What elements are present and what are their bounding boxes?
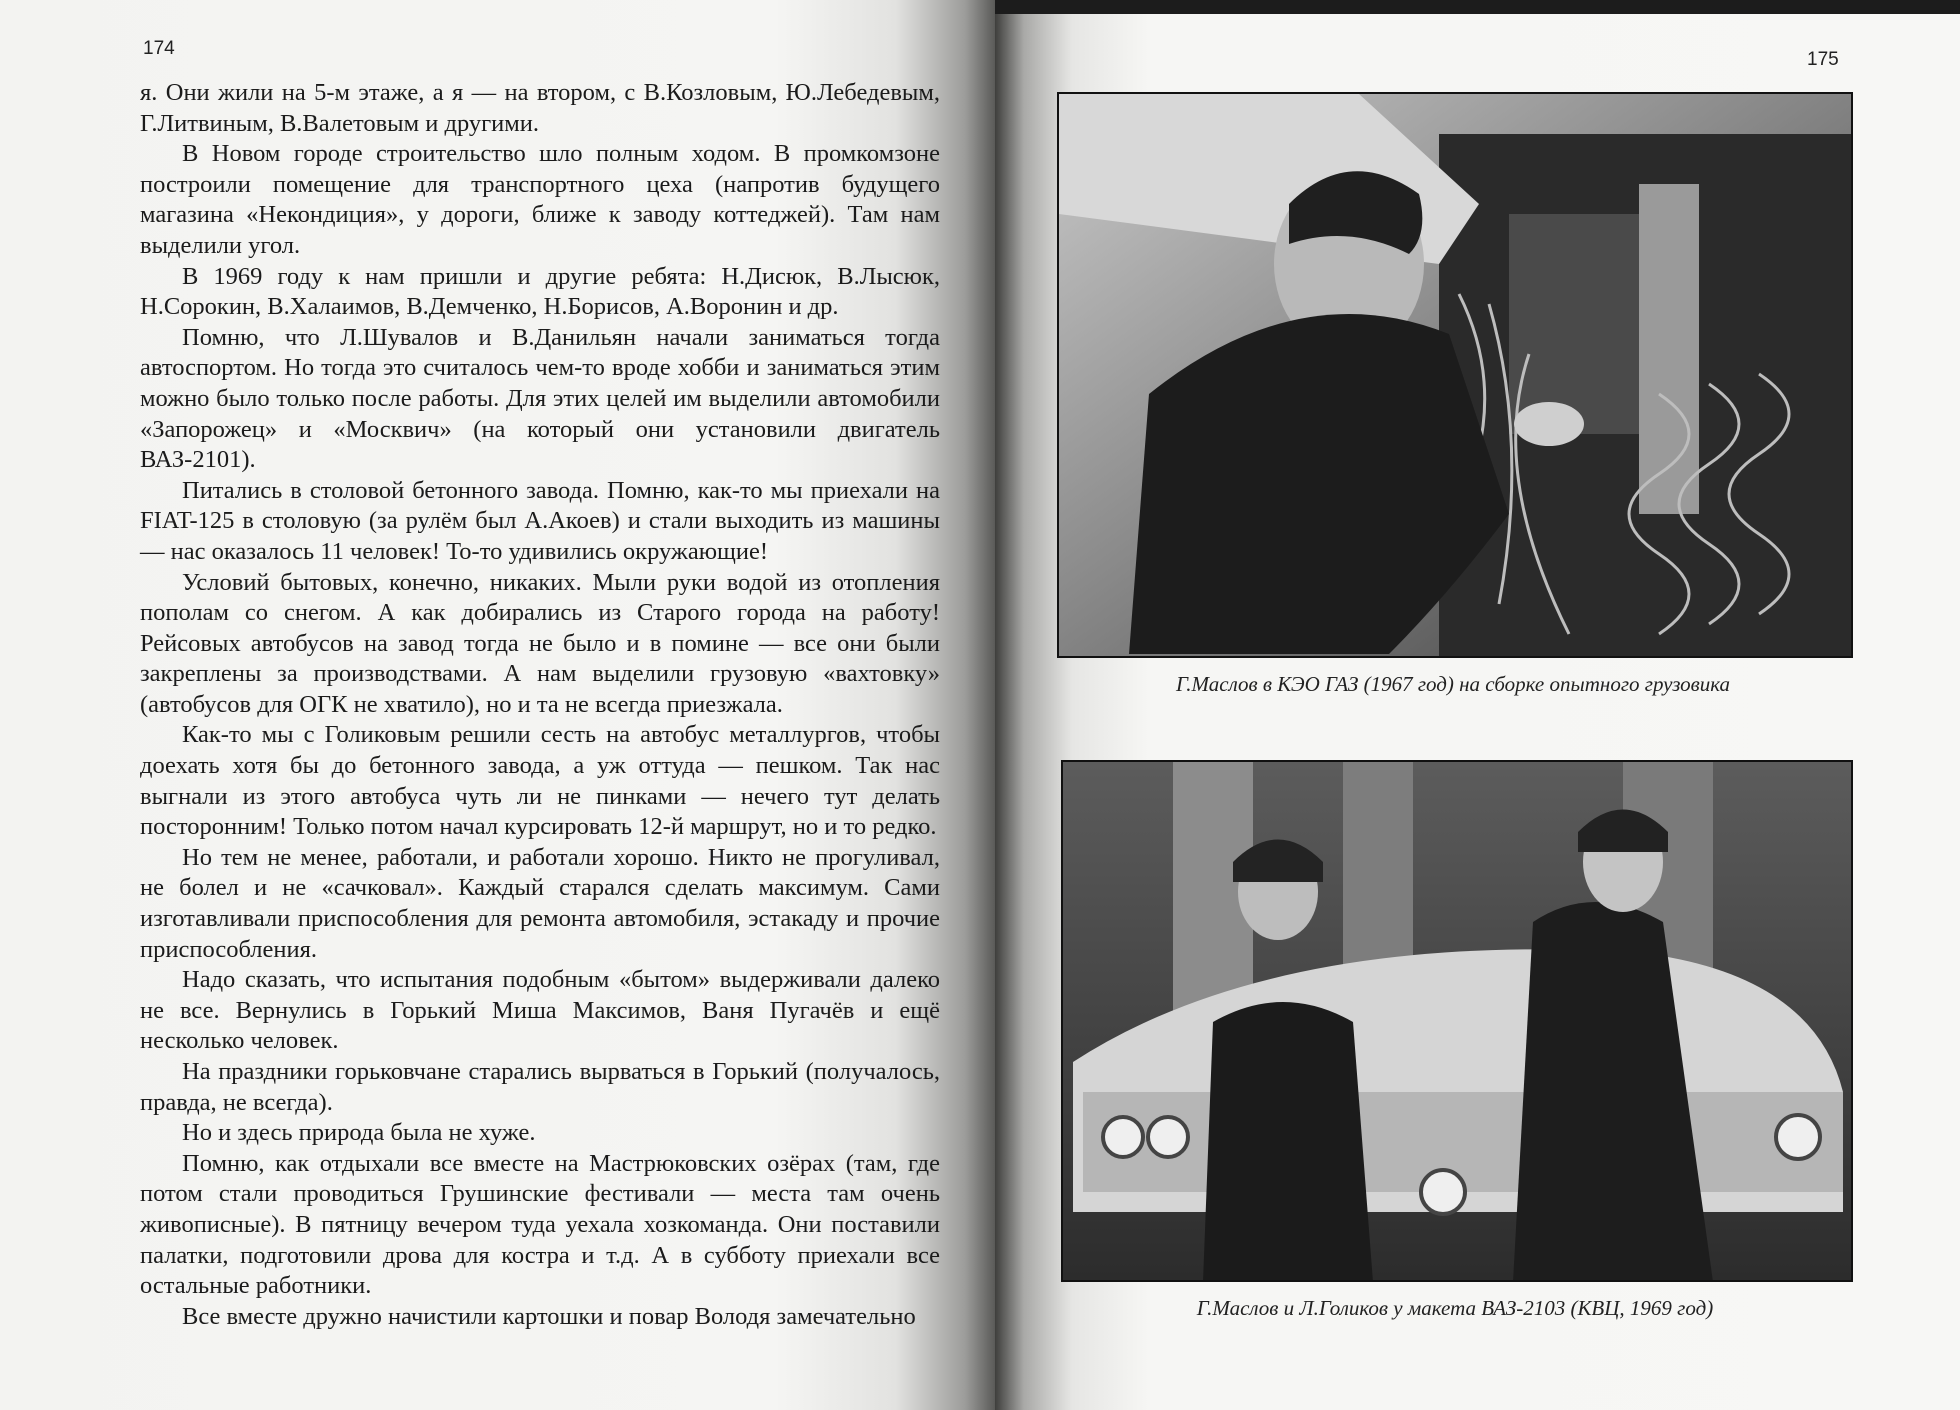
paragraph: Помню, как отдыхали все вместе на Мастрюковских озёрах (там, где потом стали проводиться Грушинские фестивали — места там очень живописные). В пятницу вечером туда уехала хозкоманда. Они поставили палатки, подготовили дрова для костра и т.д. А в субботу приехали все остальные работники.: [140, 1149, 940, 1300]
page-edge-shadow: [995, 0, 1960, 14]
paragraph: На праздники горьковчане старались вырваться в Горький (получалось, правда, не всегда).: [140, 1058, 940, 1116]
photo-caption: Г.Маслов в КЭО ГАЗ (1967 год) на сборке опытного грузовика: [1175, 672, 1731, 696]
page-number-right: 175: [1807, 49, 1839, 70]
photo-men-with-car: [1061, 760, 1853, 1282]
body-text: [140, 78, 940, 1332]
paragraph: Надо сказать, что испытания подобным «бытом» выдерживали далеко не все. Вернулись в Горький Миша Максимов, Ваня Пугачёв и ещё несколько человек.: [140, 966, 940, 1055]
paragraph: Но и здесь природа была не хуже.: [182, 1119, 536, 1147]
page-number-left: 174: [143, 38, 175, 59]
paragraph: Все вместе дружно начистили картошки и повар Володя замечательно: [182, 1302, 916, 1330]
paragraph: Но тем не менее, работали, и работали хорошо. Никто не прогуливал, не болел и не «сачковал». Каждый старался сделать максимум. Сами изготавливали приспособления для ремонта автомобиля, эстакаду и прочие приспособления.: [140, 843, 940, 963]
paragraph: В Новом городе строительство шло полным ходом. В промкомзоне построили помещение для транспортного цеха (напротив будущего магазина «Некондиция», у дороги, ближе к заводу коттеджей). Там нам выделили угол.: [140, 140, 940, 259]
paragraph: Условий бытовых, конечно, никаких. Мыли руки водой из отопления пополам со снегом. А как добирались из Старого города на работу! Рейсовых автобусов на завод тогда не было и в помине — все они были закреплены за производствами. А нам выделили грузовую «вахтовку» (автобусов для ОГК не хватило), но и та не всегда приезжала.: [140, 568, 940, 718]
paragraph: Питались в столовой бетонного завода. Помню, как-то мы приехали на FIAT-125 в столовую (за рулём был А.Акоев) и стали выходить из машины — нас оказалось 11 человек! То-то удивились окружающие!: [140, 476, 940, 565]
paragraph: В 1969 году к нам пришли и другие ребята: Н.Дисюк, В.Лысюк, Н.Сорокин, В.Халаимов, В.Демченко, Н.Борисов, А.Воронин и др.: [140, 262, 940, 321]
paragraph: Помню, что Л.Шувалов и В.Данильян начали заниматься тогда автоспортом. Но тогда это считалось чем-то вроде хобби и заниматься этим можно было только после работы. Для этих целей им выделили автомобили «Запорожец» и «Москвич» (на который они установили двигатель ВАЗ-2101).: [140, 323, 940, 474]
paragraph: Как-то мы с Голиковым решили сесть на автобус металлургов, чтобы доехать хотя бы до бетонного завода, а уж оттуда — пешком. Так нас выгнали из этого автобуса чуть ли не пинками — нечего тут делать посторонним! Только потом начал курсировать 12-й маршрут, но и то редко.: [140, 721, 940, 841]
paragraph: я. Они жили на 5-м этаже, а я — на втором, с В.Козловым, Ю.Лебедевым, Г.Литвиным, В.Валетовым и другими.: [140, 79, 940, 137]
photo-caption: Г.Маслов и Л.Голиков у макета ВАЗ-2103 (КВЦ, 1969 год): [1196, 1296, 1714, 1320]
photo-engine-assembly: [1057, 92, 1853, 658]
